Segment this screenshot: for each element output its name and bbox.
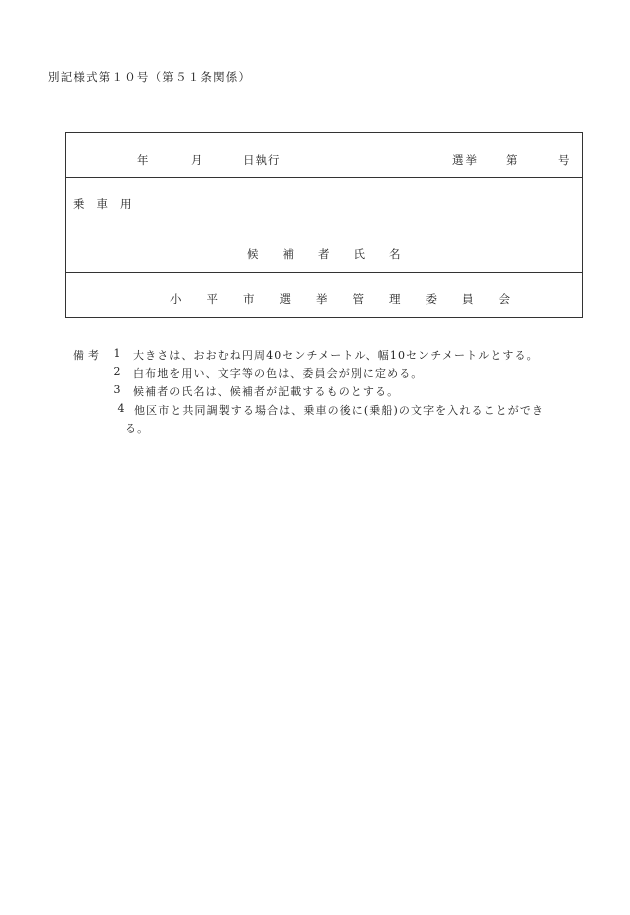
note-text: 大きさは、おおむね円周40センチメートル、幅10センチメートルとする。 <box>133 349 539 362</box>
year-label: 年 <box>137 153 149 167</box>
date-row <box>66 133 582 178</box>
day-issue-label: 日執行 <box>243 153 281 167</box>
note-number: 2 <box>113 365 121 378</box>
month-label: 月 <box>191 153 203 167</box>
note-number: 3 <box>113 383 121 396</box>
issuer-row <box>66 273 582 317</box>
note-number: 4 <box>117 402 125 415</box>
notes-label: 備考 <box>73 349 103 362</box>
note-text: 候補者の氏名は、候補者が記載するものとする。 <box>133 385 400 398</box>
usage-label: 乗車用 <box>73 197 144 211</box>
candidate-name-label: 候補者氏名 <box>247 247 425 261</box>
number-suffix-label: 号 <box>558 153 570 167</box>
usage-row <box>66 178 582 273</box>
number-prefix-label: 第 <box>506 153 518 167</box>
election-label: 選挙 <box>452 153 479 167</box>
note-number: 1 <box>113 347 121 360</box>
form-title: 別記様式第１０号（第５１条関係） <box>48 70 252 84</box>
note-text: 他区市と共同調製する場合は、乗車の後に(乗船)の文字を入れることができ <box>134 404 545 417</box>
armband-form-table <box>65 132 583 318</box>
note-text-continuation: る。 <box>125 422 150 435</box>
note-text: 白布地を用い、文字等の色は、委員会が別に定める。 <box>133 367 424 380</box>
issuer-label: 小平市選挙管理委員会 <box>170 292 535 306</box>
